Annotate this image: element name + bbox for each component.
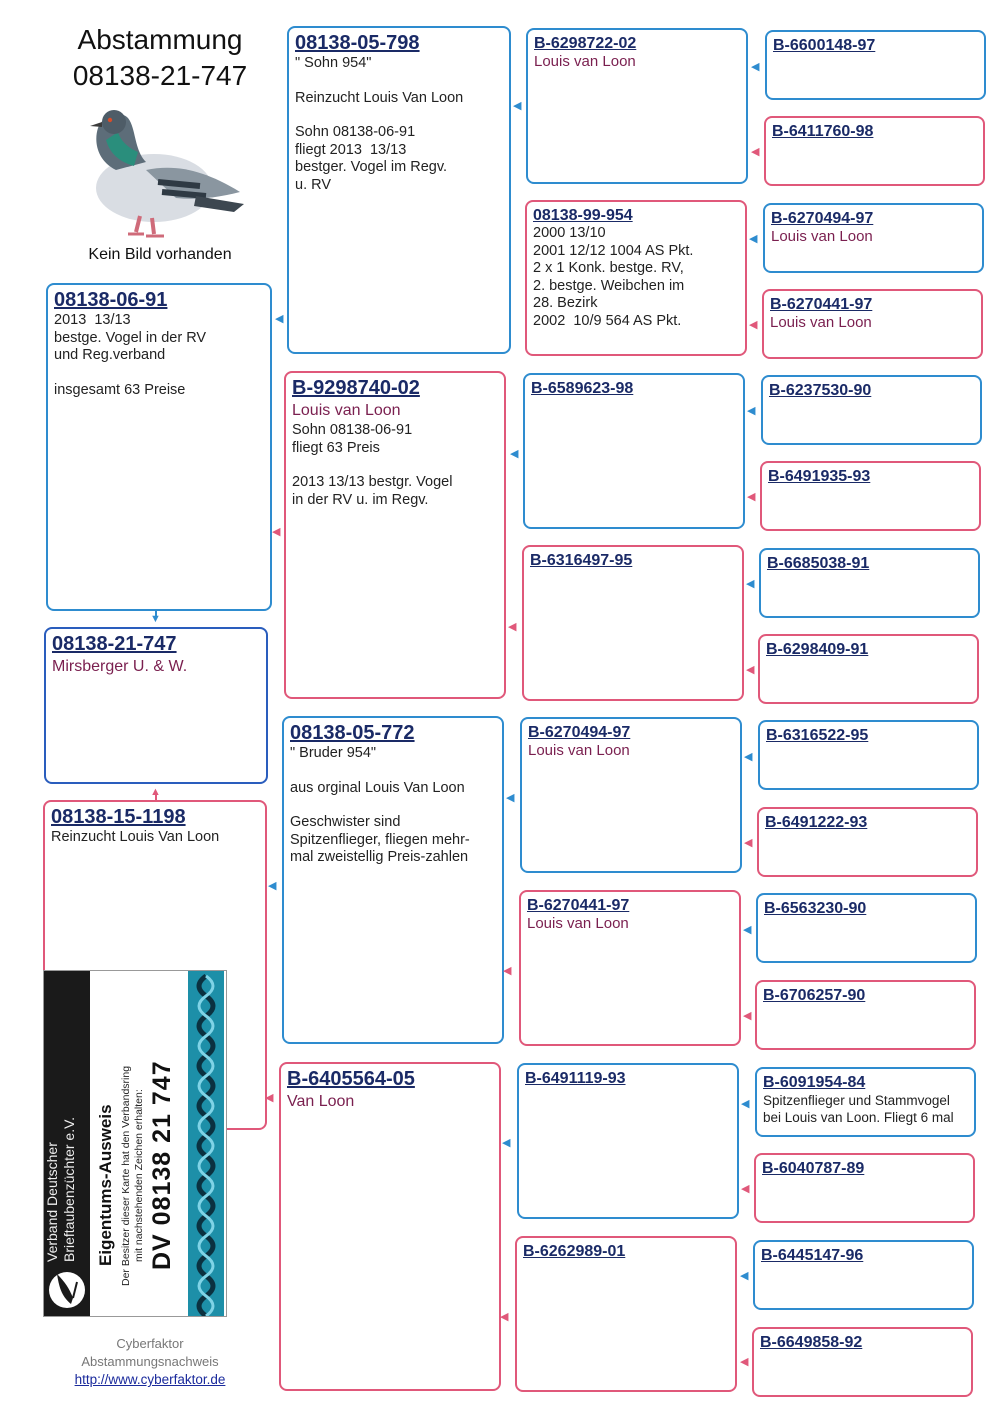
gen2-ring[interactable]: 08138-05-772 (290, 722, 415, 744)
gen4-ring[interactable]: B-6091954-84 (763, 1074, 866, 1091)
gen3-ring[interactable]: B-6262989-01 (523, 1243, 626, 1260)
gen2-line: " Sohn 954" (295, 55, 372, 71)
gen2-ring[interactable]: 08138-05-798 (295, 32, 420, 54)
card-heading: Eigentums-Ausweis (96, 1104, 115, 1266)
gen4-ring[interactable]: B-6411760-98 (772, 123, 874, 140)
father-ring[interactable]: 08138-06-91 (54, 289, 168, 311)
left-arrow-icon: ◀ (747, 405, 756, 417)
gen2-line: Reinzucht Louis Van Loon (295, 89, 464, 106)
left-arrow-icon: ◀ (741, 1183, 750, 1195)
gen3-line: 2001 12/12 1004 AS Pkt. (533, 242, 694, 259)
gen4-ring[interactable]: B-6270441-97 (770, 296, 873, 313)
gen3-owner: Louis van Loon (528, 742, 630, 759)
gen2-line: aus orginal Louis Van Loon (290, 779, 465, 796)
gen3-line: 2002 10/9 564 AS Pkt. (533, 312, 682, 329)
gen2-owner: Van Loon (287, 1093, 355, 1110)
father-line: insgesamt 63 Preise (54, 381, 186, 398)
gen2-line: fliegt 2013 13/13 (295, 141, 407, 158)
left-arrow-icon: ◀ (513, 100, 522, 112)
gen4-ring[interactable]: B-6685038-91 (767, 555, 870, 572)
gen4-ring[interactable]: B-6706257-90 (763, 987, 866, 1004)
gen2-line: Geschwister sind (290, 814, 401, 830)
left-arrow-icon: ◀ (749, 233, 758, 245)
gen3-ring[interactable]: B-6589623-98 (531, 380, 634, 397)
gen4-ring[interactable]: B-6298409-91 (766, 641, 869, 658)
gen4-owner: Louis van Loon (770, 314, 872, 331)
gen4-ring[interactable]: B-6316522-95 (766, 727, 869, 744)
gen2-line: 2013 13/13 bestgr. Vogel (292, 474, 453, 490)
pedigree-ring-number: 08138-21-747 (72, 60, 248, 91)
card-text: mit nachstehenden Zeichen erhalten: (133, 1089, 145, 1262)
left-arrow-icon: ◀ (510, 448, 519, 460)
gen4-ring[interactable]: B-6237530-90 (769, 382, 872, 399)
card-ring-number: DV 08138 21 747 (148, 1060, 176, 1270)
gen4-line: Spitzenflieger und Stammvogel (763, 1093, 950, 1108)
gen2-line: Sohn 08138-06-91 (295, 124, 416, 140)
gen2-owner: Louis van Loon (292, 402, 401, 419)
mother-ring[interactable]: 08138-15-1198 (51, 806, 186, 828)
gen2-line: bestger. Vogel im Regv. (295, 159, 448, 175)
left-arrow-icon: ◀ (743, 924, 752, 936)
left-arrow-icon: ◀ (265, 1092, 274, 1104)
gen2-ring[interactable]: B-9298740-02 (292, 377, 420, 399)
gen3-line: 2000 13/10 (533, 225, 606, 241)
father-line: 2013 13/13 (54, 312, 131, 328)
gen3-line: 2 x 1 Konk. bestge. RV, (533, 260, 684, 276)
gen3-line: 2. bestge. Weibchen im (533, 277, 685, 294)
left-arrow-icon: ◀ (740, 1270, 749, 1282)
no-photo-caption: Kein Bild vorhanden (88, 246, 232, 263)
father-line: und Reg.verband (54, 347, 166, 363)
footer-line1: Cyberfaktor (116, 1336, 184, 1351)
gen4-owner: Louis van Loon (771, 228, 873, 245)
left-arrow-icon: ◀ (268, 880, 277, 892)
gen2-line: Spitzenflieger, fliegen mehr- (290, 831, 470, 848)
dove-logo-icon (47, 1268, 87, 1312)
subject-owner: Mirsberger U. & W. (52, 658, 188, 675)
footer-url-link[interactable]: http://www.cyberfaktor.de (74, 1372, 226, 1387)
gen4-ring[interactable]: B-6563230-90 (764, 900, 867, 917)
gen4-line: bei Louis van Loon. Fliegt 6 mal (763, 1110, 954, 1125)
gen4-ring[interactable]: B-6270494-97 (771, 210, 874, 227)
ownership-card (43, 970, 227, 1317)
gen4-ring[interactable]: B-6491935-93 (768, 468, 871, 485)
left-arrow-icon: ◀ (751, 146, 760, 158)
left-arrow-icon: ◀ (743, 1010, 752, 1022)
gen3-ring[interactable]: B-6491119-93 (525, 1070, 626, 1087)
left-arrow-icon: ◀ (502, 1137, 511, 1149)
gen4-ring[interactable]: B-6491222-93 (765, 814, 868, 831)
gen3-ring[interactable]: B-6270494-97 (528, 724, 631, 741)
father-line: bestge. Vogel in der RV (54, 329, 207, 346)
gen4-ring[interactable]: B-6600148-97 (773, 37, 876, 54)
subject-ring[interactable]: 08138-21-747 (52, 633, 177, 655)
left-arrow-icon: ◀ (272, 526, 281, 538)
gen3-owner: Louis van Loon (534, 53, 636, 70)
left-arrow-icon: ◀ (506, 792, 515, 804)
down-arrow-icon: ▼ (150, 613, 161, 625)
gen2-line: mal zweistellig Preis-zahlen (290, 849, 469, 865)
card-org-line2: Brieftaubenzüchter e.V. (61, 1116, 77, 1262)
gen2-ring[interactable]: B-6405564-05 (287, 1068, 415, 1090)
left-arrow-icon: ◀ (508, 621, 517, 633)
left-arrow-icon: ◀ (741, 1098, 750, 1110)
left-arrow-icon: ◀ (746, 578, 755, 590)
up-arrow-icon: ▲ (150, 786, 161, 798)
left-arrow-icon: ◀ (275, 313, 284, 325)
gen3-ring[interactable]: B-6316497-95 (530, 552, 633, 569)
left-arrow-icon: ◀ (744, 751, 753, 763)
left-arrow-icon: ◀ (751, 61, 760, 73)
card-org-header (44, 971, 90, 1316)
left-arrow-icon: ◀ (746, 664, 755, 676)
left-arrow-icon: ◀ (740, 1356, 749, 1368)
gen2-line: " Bruder 954" (290, 745, 377, 761)
footer-line2: Abstammungsnachweis (81, 1354, 219, 1369)
left-arrow-icon: ◀ (749, 319, 758, 331)
card-pattern-strip (188, 971, 224, 1316)
gen4-ring[interactable]: B-6649858-92 (760, 1334, 863, 1351)
pedigree-title: Abstammung (77, 24, 243, 55)
gen2-line: u. RV (295, 176, 332, 193)
card-text: Der Besitzer dieser Karte hat den Verbandsring (120, 1065, 132, 1286)
left-arrow-icon: ◀ (747, 491, 756, 503)
gen4-ring[interactable]: B-6040787-89 (762, 1160, 865, 1177)
left-arrow-icon: ◀ (500, 1311, 509, 1323)
gen3-ring[interactable]: B-6298722-02 (534, 35, 637, 52)
gen3-ring[interactable]: 08138-99-954 (533, 207, 633, 224)
left-arrow-icon: ◀ (744, 837, 753, 849)
gen3-owner: Louis van Loon (527, 915, 629, 932)
gen2-line: in der RV u. im Regv. (292, 491, 429, 508)
gen3-ring[interactable]: B-6270441-97 (527, 897, 630, 914)
gen2-line: fliegt 63 Preis (292, 439, 380, 456)
left-arrow-icon: ◀ (503, 965, 512, 977)
gen3-line: 28. Bezirk (533, 295, 598, 311)
mother-line: Reinzucht Louis Van Loon (51, 829, 220, 845)
gen2-line: Sohn 08138-06-91 (292, 422, 413, 438)
gen4-ring[interactable]: B-6445147-96 (761, 1247, 864, 1264)
card-org-line1: Verband Deutscher (44, 1142, 60, 1262)
